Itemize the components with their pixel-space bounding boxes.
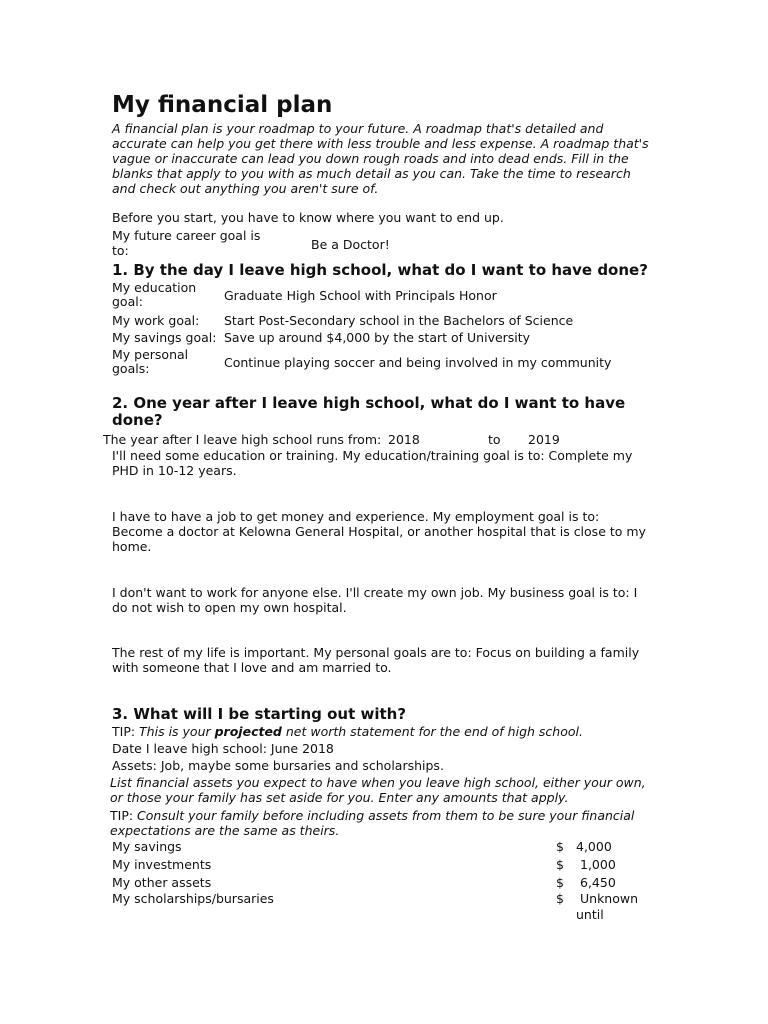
education-goal-label-line2: goal: [112,294,143,309]
asset-currency-savings: $ [556,839,564,854]
intro-paragraph: A financial plan is your roadmap to your future. A roadmap that's detailed and accurate can help you get there with less trouble and less expense. A roadmap that's vague or inaccurate can lead you down rough roads and into dead ends. Fill in the blanks that apply to you with as much detail as you can. Take the time to research and check out anything you aren't sure of. [112,121,649,196]
savings-goal-value: Save up around $4,000 by the start of University [224,330,531,345]
tip-consult [110,808,655,838]
asset-value-scholarships: Unknown [580,891,639,906]
assets-line: Assets: Job, maybe some bursaries and scholarships. [112,758,444,773]
asset-label-scholarships: My scholarships/bursaries [112,891,274,906]
asset-label-investments: My investments [112,857,212,872]
tip-prefix: TIP: [112,724,140,739]
personal-goals-label-line1: My personal [112,347,189,362]
personal-goals-value: Continue playing soccer and being involved in my community [224,355,612,370]
work-goal-label: My work goal: [112,313,200,328]
tip-projected [112,724,583,739]
year-from-value: 2018 [388,432,420,447]
personal-goals-label-line2: goals: [112,361,150,376]
before-start-text: Before you start, you have to know where you want to end up. [112,210,504,225]
section2-heading-line2: done? [112,411,163,429]
career-goal-label-line1: My future career goal is [112,228,261,243]
education-goal-label-line1: My education [112,280,197,295]
year-to-value: 2019 [528,432,560,447]
asset-label-savings: My savings [112,839,182,854]
document-title: My financial plan [112,92,333,118]
tip-text-a: This is your [139,724,215,739]
year-to-word: to [488,432,501,447]
asset-currency-investments: $ [556,857,564,872]
asset-label-other: My other assets [112,875,212,890]
education-training-paragraph: I'll need some education or training. My education/training goal is to: Complete my PHD in 10-12 years. [112,448,633,478]
career-goal-value: Be a Doctor! [311,237,390,252]
business-paragraph: I don't want to work for anyone else. I'll create my own job. My business goal is to: I do not wish to open my own hospital. [112,585,638,615]
tip2-text: Consult your family before including assets from them to be sure your financial expectations are the same as theirs. [110,808,635,838]
asset-list-instruction: List financial assets you expect to have when you leave high school, either your own, or those your family has set aside for you. Enter any amounts that apply. [110,775,646,805]
asset-value-scholarships-line2: until [576,907,604,922]
asset-value-savings: 4,000 [576,839,612,854]
section1-heading: 1. By the day I leave high school, what do I want to have done? [112,261,648,279]
tip-text-bold: projected [214,724,282,739]
employment-paragraph: I have to have a job to get money and experience. My employment goal is to: Become a doctor at Kelowna General Hospital, or another hospital that is close to my home. [112,509,646,554]
asset-currency-scholarships: $ [556,891,564,906]
section3-heading: 3. What will I be starting out with? [112,705,407,723]
personal-goals-paragraph: The rest of my life is important. My personal goals are to: Focus on building a family with someone that I love and am married to. [112,645,640,675]
date-leave-line: Date I leave high school: June 2018 [112,741,334,756]
asset-value-other: 6,450 [580,875,616,890]
work-goal-value: Start Post-Secondary school in the Bachelors of Science [224,313,574,328]
tip-text-b: net worth statement for the end of high school. [281,724,583,739]
career-goal-label-line2: to: [112,243,129,258]
asset-currency-other: $ [556,875,564,890]
education-goal-value: Graduate High School with Principals Honor [224,288,497,303]
tip2-prefix: TIP: [110,808,138,823]
year-range-label: The year after I leave high school runs from: [103,432,382,447]
savings-goal-label: My savings goal: [112,330,217,345]
section2-heading-line1: 2. One year after I leave high school, what do I want to have [112,394,626,412]
asset-value-investments: 1,000 [580,857,616,872]
